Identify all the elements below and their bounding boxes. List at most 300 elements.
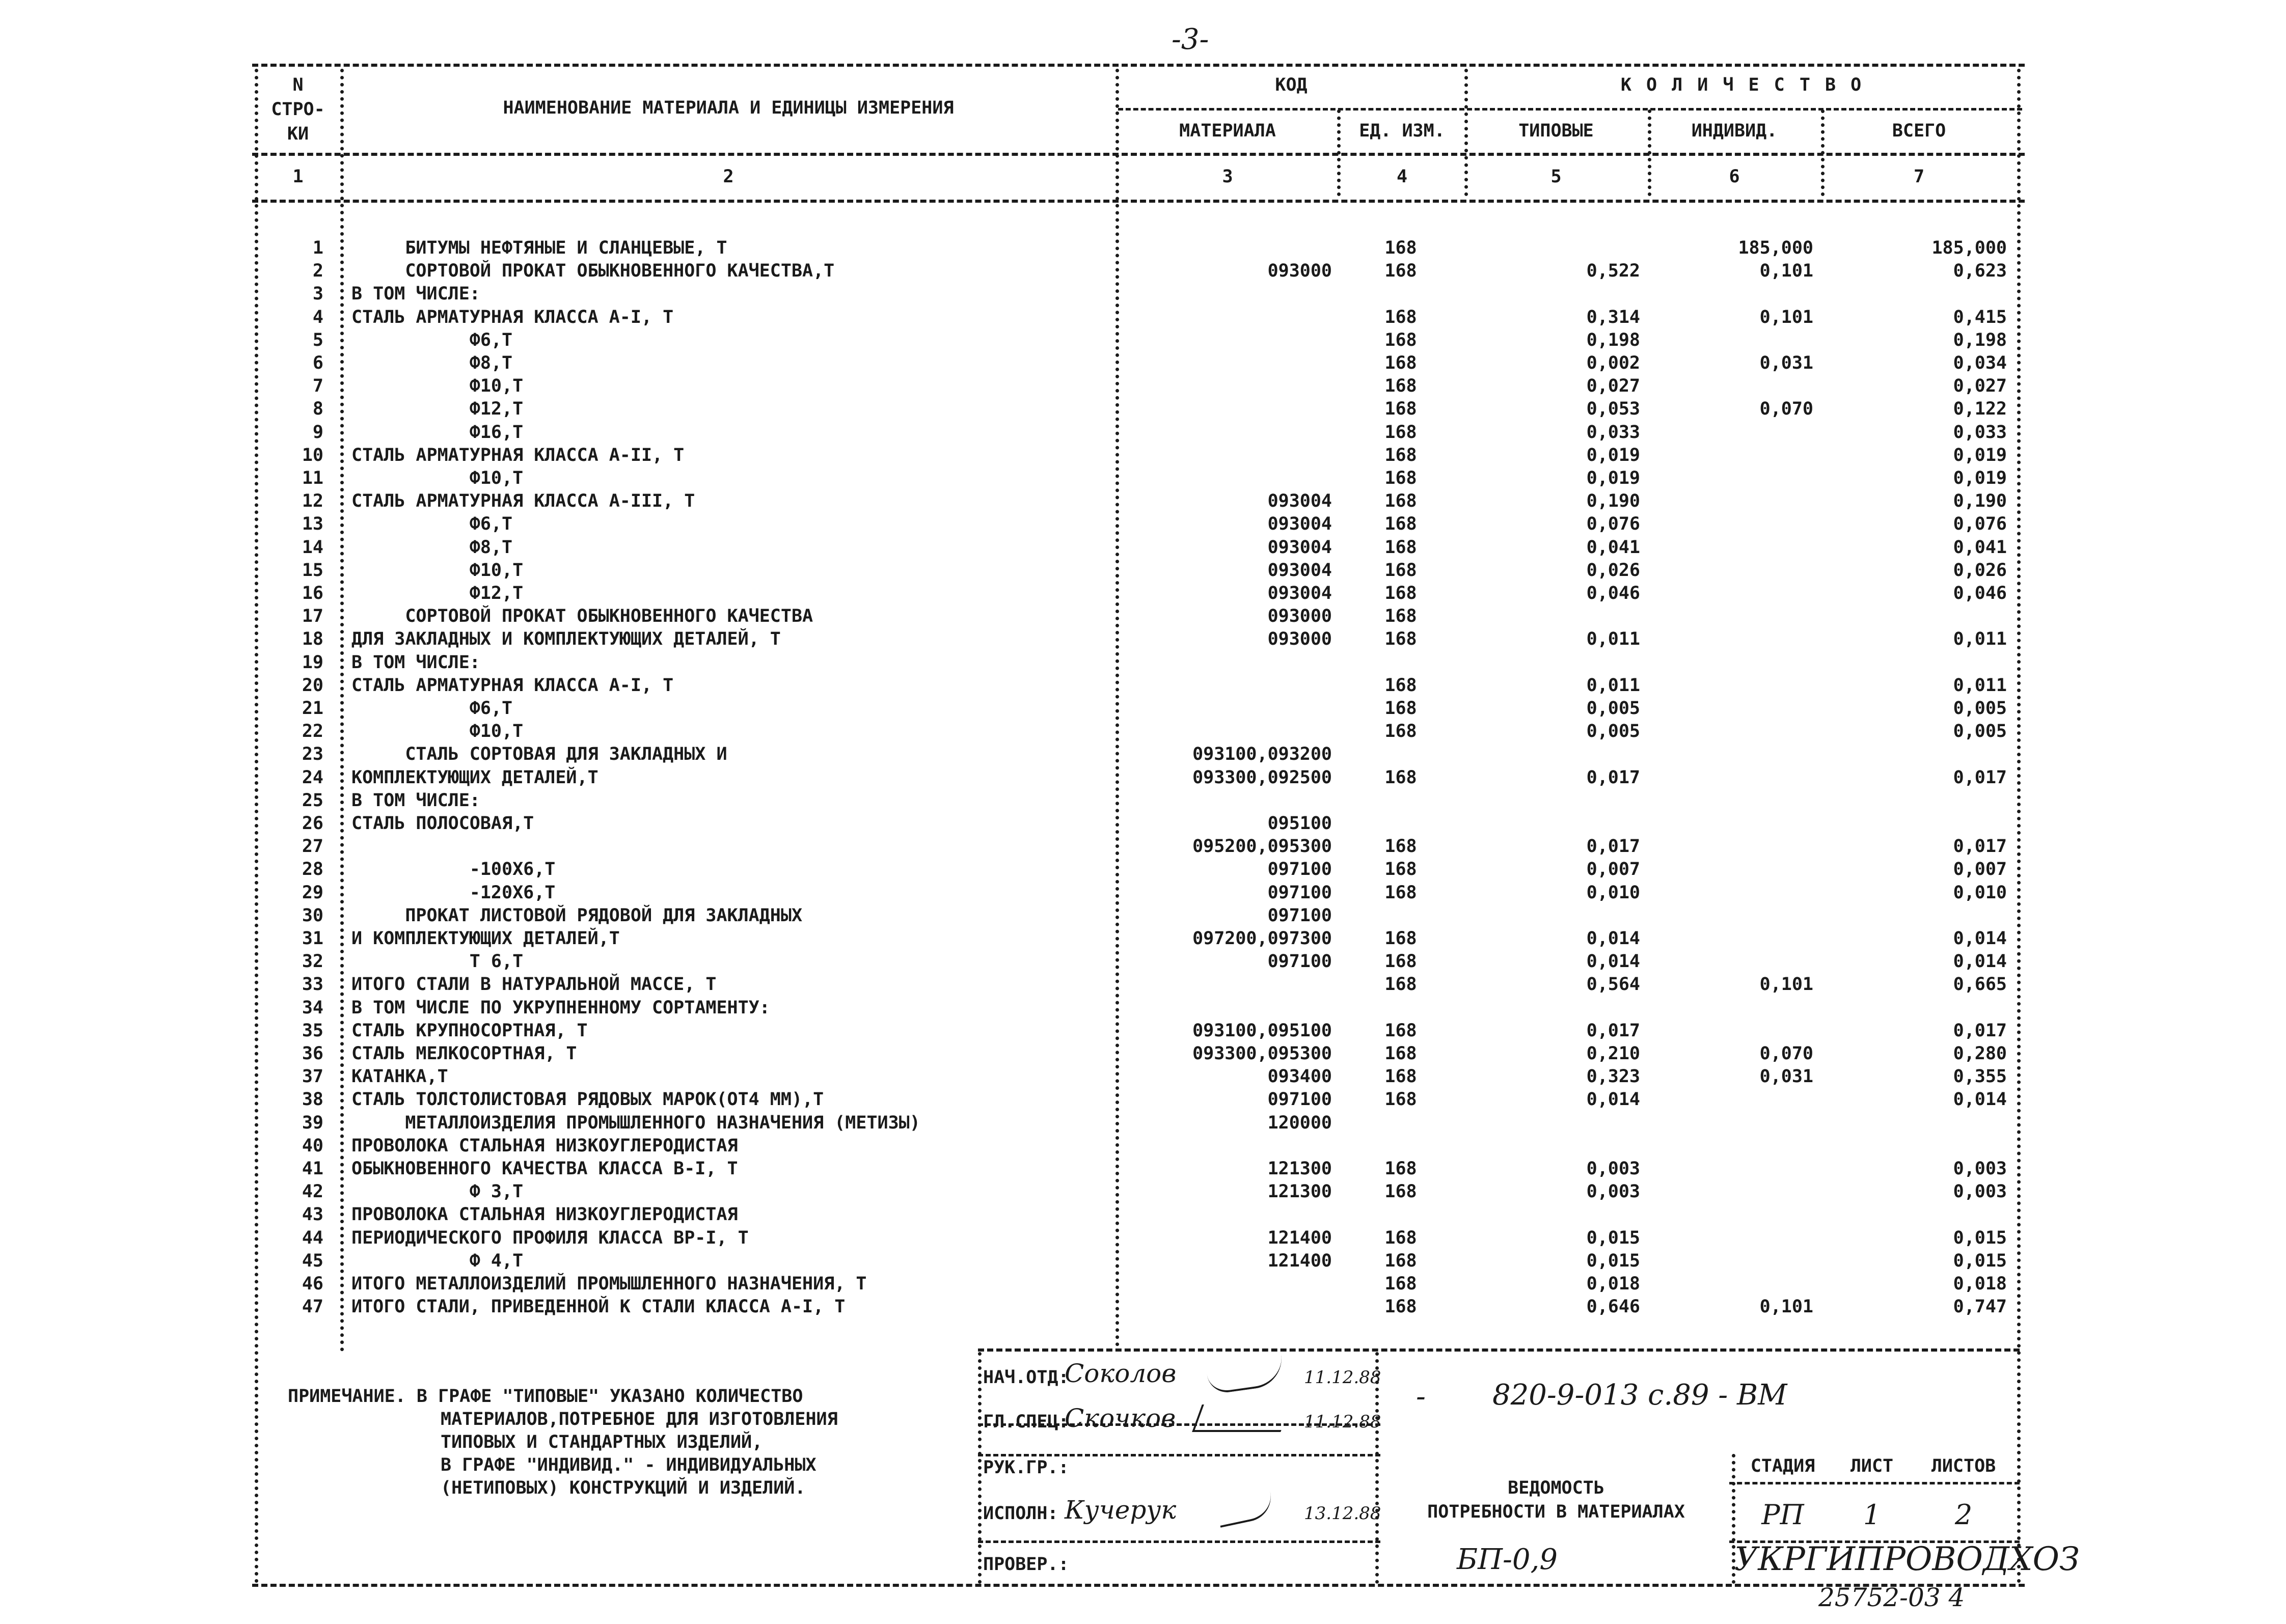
qty-total: 0,003	[1953, 1181, 2007, 1202]
row-number: 23	[302, 744, 323, 764]
material-name: СТАЛЬ АРМАТУРНАЯ КЛАССА А-I, Т	[351, 675, 674, 696]
ispoln-signature	[1215, 1492, 1275, 1528]
stamp-right-line	[1729, 1482, 2020, 1484]
qty-total: 0,011	[1953, 629, 2007, 649]
row-number: 36	[302, 1043, 323, 1064]
qty-total: 0,027	[1953, 376, 2007, 396]
qty-typical: 0,014	[1586, 928, 1640, 949]
unit-code: 168	[1384, 1066, 1417, 1087]
material-name: Ф12,Т	[351, 399, 524, 419]
qty-total: 0,026	[1953, 560, 2007, 581]
unit-code: 168	[1384, 1251, 1417, 1271]
header-n-line1: N	[292, 75, 304, 95]
unit-code: 168	[1384, 675, 1417, 696]
header-name: НАИМЕНОВАНИЕ МАТЕРИАЛА И ЕДИНИЦЫ ИЗМЕРЕНИЯ	[503, 98, 954, 118]
qty-typical: 0,018	[1586, 1274, 1640, 1294]
header-divider	[252, 153, 2025, 156]
material-name: СТАЛЬ КРУПНОСОРТНАЯ, Т	[351, 1021, 588, 1041]
qty-typical: 0,564	[1586, 974, 1640, 995]
qty-total: 0,665	[1953, 974, 2007, 995]
row-number: 14	[302, 537, 323, 558]
qty-typical: 0,003	[1586, 1181, 1640, 1202]
stamp-mid-line-3	[978, 1540, 1380, 1543]
colnum-5: 5	[1550, 167, 1562, 187]
qty-typical: 0,646	[1586, 1297, 1640, 1317]
unit-code: 168	[1384, 721, 1417, 741]
material-name: Ф6,Т	[351, 330, 513, 350]
row-number: 13	[302, 514, 323, 534]
qty-total: 0,015	[1953, 1251, 2007, 1271]
row-number: 10	[302, 445, 323, 465]
material-code: 097100	[1267, 859, 1332, 879]
qty-typical: 0,041	[1586, 537, 1640, 558]
material-name: ПРОКАТ ЛИСТОВОЙ РЯДОВОЙ ДЛЯ ЗАКЛАДНЫХ	[351, 905, 803, 926]
material-name: СТАЛЬ МЕЛКОСОРТНАЯ, Т	[351, 1043, 577, 1064]
material-name: В ТОМ ЧИСЛЕ:	[351, 652, 480, 673]
material-name: Ф10,Т	[351, 560, 524, 581]
material-code: 097100	[1267, 883, 1332, 903]
gl-spec-signature	[1192, 1405, 1291, 1432]
row-number: 24	[302, 767, 323, 788]
header-vsego: ВСЕГО	[1892, 121, 1946, 141]
material-code: 093000	[1267, 261, 1332, 281]
qty-total: 0,014	[1953, 951, 2007, 972]
qty-total: 0,019	[1953, 445, 2007, 465]
qty-typical: 0,014	[1586, 951, 1640, 972]
qty-typical: 0,019	[1586, 468, 1640, 488]
qty-typical: 0,198	[1586, 330, 1640, 350]
qty-individual: 0,101	[1759, 261, 1813, 281]
unit-code: 168	[1384, 1274, 1417, 1294]
ruk-gr-label: РУК.ГР.:	[983, 1457, 1069, 1478]
stadiya-value: РП	[1761, 1499, 1804, 1531]
material-name: БИТУМЫ НЕФТЯНЫЕ И СЛАНЦЕВЫЕ, Т	[351, 238, 727, 258]
unit-code: 168	[1384, 491, 1417, 511]
material-name: СОРТОВОЙ ПРОКАТ ОБЫКНОВЕННОГО КАЧЕСТВА,Т	[351, 261, 835, 281]
colnum-4: 4	[1396, 167, 1408, 187]
organization-name: УКРГИПРОВОДХОЗ	[1734, 1540, 2080, 1578]
material-name: В ТОМ ЧИСЛЕ ПО УКРУПНЕННОМУ СОРТАМЕНТУ:	[351, 998, 770, 1018]
qty-typical: 0,015	[1586, 1251, 1640, 1271]
header-ed-izm: ЕД. ИЗМ.	[1359, 121, 1445, 141]
material-name: Ф8,Т	[351, 353, 513, 373]
row-number: 43	[302, 1204, 323, 1225]
ispoln-label: ИСПОЛН:	[983, 1503, 1058, 1524]
row-number: 21	[302, 698, 323, 719]
row-number: 11	[302, 468, 323, 488]
material-name: ИТОГО МЕТАЛЛОИЗДЕЛИЙ ПРОМЫШЛЕННОГО НАЗНАЧЕНИЯ, Т	[351, 1274, 867, 1294]
row-number: 39	[302, 1113, 323, 1133]
qty-typical: 0,002	[1586, 353, 1640, 373]
gl-spec-date: 11.12.88	[1304, 1412, 1381, 1432]
unit-code: 168	[1384, 606, 1417, 626]
unit-code: 168	[1384, 468, 1417, 488]
qty-total: 0,046	[1953, 583, 2007, 603]
unit-code: 168	[1384, 1159, 1417, 1179]
qty-typical: 0,210	[1586, 1043, 1640, 1064]
row-number: 26	[302, 813, 323, 834]
qty-typical: 0,005	[1586, 698, 1640, 719]
archive-number: 25752-03 4	[1818, 1583, 1965, 1612]
material-name: ПРОВОЛОКА СТАЛЬНАЯ НИЗКОУГЛЕРОДИСТАЯ	[351, 1204, 738, 1225]
nach-otd-label: НАЧ.ОТД:	[983, 1367, 1069, 1388]
material-name: МЕТАЛЛОИЗДЕЛИЯ ПРОМЫШЛЕННОГО НАЗНАЧЕНИЯ (МЕТИЗЫ)	[351, 1113, 920, 1133]
material-name: И КОМПЛЕКТУЮЩИХ ДЕТАЛЕЙ,Т	[351, 928, 620, 949]
material-code: 093000	[1267, 606, 1332, 626]
qty-individual: 185,000	[1738, 238, 1813, 258]
unit-code: 168	[1384, 859, 1417, 879]
material-code: 120000	[1267, 1113, 1332, 1133]
material-code: 097200,097300	[1192, 928, 1332, 949]
document-title-1: ВЕДОМОСТЬ	[1508, 1478, 1604, 1498]
qty-individual: 0,031	[1759, 353, 1813, 373]
material-code: 093004	[1267, 583, 1332, 603]
header-tipovye: ТИПОВЫЕ	[1518, 121, 1594, 141]
qty-total: 0,010	[1953, 883, 2007, 903]
kolichestvo-subheader-line	[1467, 108, 2022, 111]
material-name: В ТОМ ЧИСЛЕ:	[351, 284, 480, 304]
table-top-border	[252, 64, 2025, 67]
unit-code: 168	[1384, 330, 1417, 350]
unit-code: 168	[1384, 1297, 1417, 1317]
qty-total: 0,355	[1953, 1066, 2007, 1087]
qty-typical: 0,033	[1586, 422, 1640, 443]
qty-typical: 0,026	[1586, 560, 1640, 581]
row-number: 19	[302, 652, 323, 673]
qty-individual: 0,101	[1759, 1297, 1813, 1317]
colnum-3: 3	[1222, 167, 1233, 187]
material-name: Ф 4,Т	[351, 1251, 524, 1271]
header-kod: КОД	[1275, 75, 1308, 95]
material-code: 121300	[1267, 1181, 1332, 1202]
material-name: Ф8,Т	[351, 537, 513, 558]
nach-otd-name: Соколов	[1065, 1359, 1177, 1388]
note-line2: МАТЕРИАЛОВ,ПОТРЕБНОЕ ДЛЯ ИЗГОТОВЛЕНИЯ	[441, 1409, 838, 1429]
gl-spec-name: Скочков	[1065, 1403, 1176, 1433]
nach-otd-date: 11.12.88	[1304, 1367, 1381, 1388]
qty-typical: 0,015	[1586, 1228, 1640, 1248]
name-col-separator	[1115, 69, 1119, 1347]
qty-total: 0,415	[1953, 307, 2007, 327]
qty-total: 0,005	[1953, 721, 2007, 741]
unit-code: 168	[1384, 629, 1417, 649]
qty-total: 0,198	[1953, 330, 2007, 350]
row-number: 2	[312, 261, 323, 281]
material-code: 093004	[1267, 514, 1332, 534]
qty-total: 0,623	[1953, 261, 2007, 281]
material-name: Т 6,Т	[351, 951, 524, 972]
material-name: КОМПЛЕКТУЮЩИХ ДЕТАЛЕЙ,Т	[351, 767, 598, 788]
material-code: 093004	[1267, 560, 1332, 581]
material-name: СТАЛЬ ПОЛОСОВАЯ,Т	[351, 813, 534, 834]
qty-total: 0,003	[1953, 1159, 2007, 1179]
qty-total: 0,017	[1953, 767, 2007, 788]
material-code: 093004	[1267, 537, 1332, 558]
qty-typical: 0,017	[1586, 767, 1640, 788]
material-code: 093000	[1267, 629, 1332, 649]
material-code: 093300,095300	[1192, 1043, 1332, 1064]
header-n-line2: СТРО-	[271, 99, 325, 120]
qty-typical: 0,007	[1586, 859, 1640, 879]
material-name: СОРТОВОЙ ПРОКАТ ОБЫКНОВЕННОГО КАЧЕСТВА	[351, 606, 813, 626]
unit-code: 168	[1384, 951, 1417, 972]
row-number: 38	[302, 1089, 323, 1110]
row-number: 44	[302, 1228, 323, 1248]
unit-code: 168	[1384, 353, 1417, 373]
qty-typical: 0,011	[1586, 629, 1640, 649]
qty-total: 0,034	[1953, 353, 2007, 373]
qty-total: 0,011	[1953, 675, 2007, 696]
qty-individual: 0,031	[1759, 1066, 1813, 1087]
row-number: 35	[302, 1021, 323, 1041]
row-number: 33	[302, 974, 323, 995]
qty-typical: 0,017	[1586, 1021, 1640, 1041]
row-number: 25	[302, 790, 323, 811]
unit-code: 168	[1384, 376, 1417, 396]
row-number: 28	[302, 859, 323, 879]
qty-typical: 0,011	[1586, 675, 1640, 696]
qty-individual: 0,101	[1759, 974, 1813, 995]
unit-code: 168	[1384, 261, 1417, 281]
colnum-divider	[252, 200, 2025, 203]
right-border	[2017, 69, 2021, 1584]
qty-typical: 0,010	[1586, 883, 1640, 903]
gl-spec-label: ГЛ.СПЕЦ:	[983, 1412, 1069, 1432]
colnum-6: 6	[1729, 167, 1740, 187]
stamp-left-border	[978, 1352, 982, 1584]
row-number: 46	[302, 1274, 323, 1294]
qty-total: 0,017	[1953, 836, 2007, 857]
qty-typical: 0,017	[1586, 836, 1640, 857]
row-number: 32	[302, 951, 323, 972]
material-name: ПЕРИОДИЧЕСКОГО ПРОФИЛЯ КЛАССА ВР-I, Т	[351, 1228, 749, 1248]
unit-code: 168	[1384, 767, 1417, 788]
qty-total: 0,018	[1953, 1274, 2007, 1294]
unit-code: 168	[1384, 583, 1417, 603]
row-number: 1	[312, 238, 323, 258]
material-name: ИТОГО СТАЛИ В НАТУРАЛЬНОЙ МАССЕ, Т	[351, 974, 717, 995]
unit-code: 168	[1384, 238, 1417, 258]
unit-code: 168	[1384, 560, 1417, 581]
material-code: 093300,092500	[1192, 767, 1332, 788]
material-code: 093100,093200	[1192, 744, 1332, 764]
qty-total: 185,000	[1931, 238, 2007, 258]
material-code: 093100,095100	[1192, 1021, 1332, 1041]
row-number: 30	[302, 905, 323, 926]
material-name: В ТОМ ЧИСЛЕ:	[351, 790, 480, 811]
unit-code: 168	[1384, 537, 1417, 558]
material-code: 121300	[1267, 1159, 1332, 1179]
stadiya-label: СТАДИЯ	[1750, 1456, 1815, 1476]
row-number: 9	[312, 422, 323, 443]
qty-typical: 0,076	[1586, 514, 1640, 534]
material-code: 095200,095300	[1192, 836, 1332, 857]
unit-code: 168	[1384, 883, 1417, 903]
note-line4: В ГРАФЕ "ИНДИВИД." - ИНДИВИДУАЛЬНЫХ	[441, 1455, 817, 1475]
row-number: 40	[302, 1136, 323, 1156]
material-name: ДЛЯ ЗАКЛАДНЫХ И КОМПЛЕКТУЮЩИХ ДЕТАЛЕЙ, Т	[351, 629, 781, 649]
row-number: 41	[302, 1159, 323, 1179]
document-title-2: ПОТРЕБНОСТИ В МАТЕРИАЛАХ	[1427, 1502, 1685, 1522]
qty-typical: 0,314	[1586, 307, 1640, 327]
ispoln-date: 13.12.88	[1304, 1503, 1381, 1524]
row-number: 20	[302, 675, 323, 696]
material-name: Ф 3,Т	[351, 1181, 524, 1202]
row-number: 3	[312, 284, 323, 304]
qty-total: 0,017	[1953, 1021, 2007, 1041]
unit-code: 168	[1384, 1181, 1417, 1202]
material-name: ИТОГО СТАЛИ, ПРИВЕДЕННОЙ К СТАЛИ КЛАССА А-I, Т	[351, 1297, 846, 1317]
material-name: СТАЛЬ АРМАТУРНАЯ КЛАССА А-III, Т	[351, 491, 695, 511]
unit-code: 168	[1384, 399, 1417, 419]
qty-total: 0,005	[1953, 698, 2007, 719]
qty-typical: 0,323	[1586, 1066, 1640, 1087]
list-label: ЛИСТ	[1850, 1456, 1894, 1476]
material-code: 097100	[1267, 1089, 1332, 1110]
material-name: КАТАНКА,Т	[351, 1066, 448, 1087]
material-code: 097100	[1267, 951, 1332, 972]
kod-subheader-line	[1118, 108, 1464, 111]
unit-code: 168	[1384, 1021, 1417, 1041]
header-material: МАТЕРИАЛА	[1179, 121, 1276, 141]
material-name: СТАЛЬ ТОЛСТОЛИСТОВАЯ РЯДОВЫХ МАРОК(ОТ4 ММ),Т	[351, 1089, 824, 1110]
colnum-1: 1	[292, 167, 304, 187]
material-name: Ф10,Т	[351, 468, 524, 488]
nach-otd-signature	[1205, 1352, 1285, 1395]
n-col-separator	[340, 69, 344, 1352]
listov-label: ЛИСТОВ	[1931, 1456, 1996, 1476]
row-number: 4	[312, 307, 323, 327]
qty-individual: 0,070	[1759, 399, 1813, 419]
qty-typical: 0,014	[1586, 1089, 1640, 1110]
qty-typical: 0,046	[1586, 583, 1640, 603]
row-number: 12	[302, 491, 323, 511]
unit-code: 168	[1384, 928, 1417, 949]
unit-code: 168	[1384, 1043, 1417, 1064]
qty-total: 0,033	[1953, 422, 2007, 443]
material-code: 093400	[1267, 1066, 1332, 1087]
note-line1: ПРИМЕЧАНИЕ. В ГРАФЕ "ТИПОВЫЕ" УКАЗАНО КОЛИЧЕСТВО	[288, 1386, 803, 1407]
row-number: 7	[312, 376, 323, 396]
row-number: 27	[302, 836, 323, 857]
row-number: 47	[302, 1297, 323, 1317]
row-number: 42	[302, 1181, 323, 1202]
material-name: -100Х6,Т	[351, 859, 556, 879]
header-n-line3: КИ	[287, 124, 309, 144]
colnum-7: 7	[1913, 167, 1925, 187]
qty-total: 0,076	[1953, 514, 2007, 534]
material-code: 121400	[1267, 1251, 1332, 1271]
material-name: Ф10,Т	[351, 376, 524, 396]
qty-total: 0,007	[1953, 859, 2007, 879]
qty-typical: 0,053	[1586, 399, 1640, 419]
stamp-dash: -	[1416, 1380, 1426, 1413]
unit-code: 168	[1384, 422, 1417, 443]
qty-total: 0,014	[1953, 928, 2007, 949]
material-name: СТАЛЬ АРМАТУРНАЯ КЛАССА А-II, Т	[351, 445, 685, 465]
unit-code: 168	[1384, 974, 1417, 995]
material-name: ОБЫКНОВЕННОГО КАЧЕСТВА КЛАССА В-I, Т	[351, 1159, 738, 1179]
row-number: 15	[302, 560, 323, 581]
material-code: 093004	[1267, 491, 1332, 511]
row-number: 6	[312, 353, 323, 373]
material-name: Ф10,Т	[351, 721, 524, 741]
material-name: -120Х6,Т	[351, 883, 556, 903]
qty-typical: 0,190	[1586, 491, 1640, 511]
unit-code: 168	[1384, 698, 1417, 719]
row-number: 45	[302, 1251, 323, 1271]
document-subtitle: БП-0,9	[1457, 1543, 1558, 1576]
material-name: СТАЛЬ АРМАТУРНАЯ КЛАССА А-I, Т	[351, 307, 674, 327]
unit-code: 168	[1384, 307, 1417, 327]
qty-typical: 0,522	[1586, 261, 1640, 281]
unit-code: 168	[1384, 1089, 1417, 1110]
row-number: 34	[302, 998, 323, 1018]
row-number: 17	[302, 606, 323, 626]
row-number: 16	[302, 583, 323, 603]
qty-total: 0,041	[1953, 537, 2007, 558]
material-code: 095100	[1267, 813, 1332, 834]
qty-total: 0,280	[1953, 1043, 2007, 1064]
row-number: 29	[302, 883, 323, 903]
note-line5: (НЕТИПОВЫХ) КОНСТРУКЦИЙ И ИЗДЕЛИЙ.	[441, 1478, 806, 1498]
material-name: Ф16,Т	[351, 422, 524, 443]
stamp-mid-line-2	[978, 1454, 1380, 1456]
qty-total: 0,747	[1953, 1297, 2007, 1317]
document-code: 820-9-013 с.89 - ВМ	[1492, 1379, 1787, 1412]
row-number: 31	[302, 928, 323, 949]
listov-value: 2	[1954, 1499, 1973, 1531]
qty-total: 0,019	[1953, 468, 2007, 488]
qty-total: 0,015	[1953, 1228, 2007, 1248]
qty-individual: 0,070	[1759, 1043, 1813, 1064]
table-bottom-border	[252, 1584, 2025, 1587]
material-name: ПРОВОЛОКА СТАЛЬНАЯ НИЗКОУГЛЕРОДИСТАЯ	[351, 1136, 738, 1156]
qty-typical: 0,003	[1586, 1159, 1640, 1179]
material-code: 121400	[1267, 1228, 1332, 1248]
unit-code: 168	[1384, 445, 1417, 465]
list-value: 1	[1863, 1499, 1881, 1531]
header-individ: ИНДИВИД.	[1691, 121, 1778, 141]
unit-code: 168	[1384, 1228, 1417, 1248]
material-name: Ф6,Т	[351, 514, 513, 534]
page-number: -3-	[1172, 23, 1209, 56]
qty-typical: 0,027	[1586, 376, 1640, 396]
note-line3: ТИПОВЫХ И СТАНДАРТНЫХ ИЗДЕЛИЙ,	[441, 1432, 763, 1452]
ispoln-name: Кучерук	[1065, 1495, 1177, 1525]
stamp-top-line	[978, 1348, 2020, 1352]
qty-total: 0,190	[1953, 491, 2007, 511]
qty-individual: 0,101	[1759, 307, 1813, 327]
material-name: Ф12,Т	[351, 583, 524, 603]
unit-code: 168	[1384, 836, 1417, 857]
row-number: 22	[302, 721, 323, 741]
qty-total: 0,122	[1953, 399, 2007, 419]
row-number: 5	[312, 330, 323, 350]
qty-total: 0,014	[1953, 1089, 2007, 1110]
material-name: СТАЛЬ СОРТОВАЯ ДЛЯ ЗАКЛАДНЫХ И	[351, 744, 727, 764]
colnum-2: 2	[723, 167, 734, 187]
row-number: 8	[312, 399, 323, 419]
material-name: Ф6,Т	[351, 698, 513, 719]
header-kolichestvo: К О Л И Ч Е С Т В О	[1620, 75, 1864, 95]
row-number: 37	[302, 1066, 323, 1087]
material-code: 097100	[1267, 905, 1332, 926]
prover-label: ПРОВЕР.:	[983, 1554, 1069, 1575]
qty-typical: 0,019	[1586, 445, 1640, 465]
unit-code: 168	[1384, 514, 1417, 534]
row-number: 18	[302, 629, 323, 649]
